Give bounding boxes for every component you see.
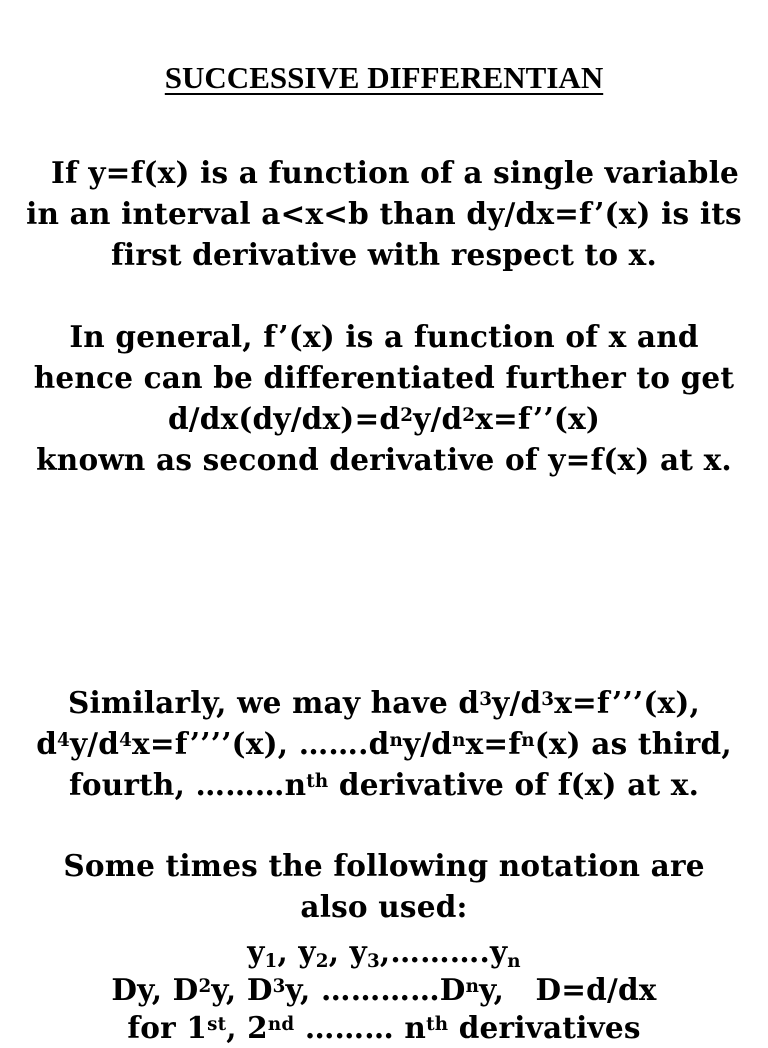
text-run: ,……….y: [379, 934, 508, 969]
superscript: n: [452, 729, 466, 751]
text-run: y/d: [492, 685, 542, 720]
text-run: x=f’’’’(x), …….d: [132, 726, 390, 761]
para4-line1: Some times the following notation are: [63, 848, 705, 883]
text-run: x=f’’(x): [475, 401, 601, 436]
subscript: 1: [264, 951, 278, 973]
text-run: Similarly, we may have d: [68, 685, 480, 720]
superscript: nd: [267, 1013, 295, 1035]
superscript: 3: [272, 975, 286, 997]
superscript: 3: [479, 688, 493, 710]
superscript: 3: [541, 688, 555, 710]
superscript: 2: [400, 404, 414, 426]
para2-line4: known as second derivative of y=f(x) at x.: [36, 442, 732, 477]
para4-line5: [0, 1008, 768, 1048]
superscript: n: [465, 975, 480, 997]
text-run: y, D=d/dx: [479, 972, 657, 1007]
superscript: th: [426, 1013, 449, 1035]
text-run: y/d: [413, 401, 463, 436]
superscript: n: [521, 729, 535, 751]
para1-line2: in an interval a<x<b than dy/dx=f’(x) is its: [26, 196, 742, 231]
text-run: for 1: [127, 1010, 208, 1045]
text-run: y: [247, 934, 265, 969]
superscript: th: [306, 770, 329, 792]
para1-line1: If y=f(x) is a function of a single variable: [50, 155, 739, 190]
text-run: derivatives: [448, 1010, 641, 1045]
text-run: x=f’’’(x),: [554, 685, 700, 720]
subscript: 2: [315, 951, 329, 973]
text-run: , y: [277, 934, 316, 969]
para4-line4: [0, 970, 768, 1010]
text-run: ……… n: [294, 1010, 427, 1045]
text-run: y, D: [211, 972, 273, 1007]
text-run: d: [36, 726, 58, 761]
text-run: derivative of f(x) at x.: [328, 767, 700, 802]
para4-line2: also used:: [300, 889, 468, 924]
para3-line3: [0, 765, 768, 805]
superscript: 4: [57, 729, 70, 751]
superscript: 2: [462, 404, 476, 426]
text-run: Dy, D: [111, 972, 199, 1007]
text-run: , 2: [226, 1010, 268, 1045]
superscript: 4: [119, 729, 133, 751]
text-run: x=f: [465, 726, 522, 761]
para3-line2: [0, 724, 768, 764]
para4-line3: [0, 932, 768, 972]
superscript: n: [389, 729, 403, 751]
subscript: n: [507, 951, 521, 973]
superscript: st: [207, 1013, 227, 1035]
para2-line3: [0, 399, 768, 439]
text-run: (x) as third,: [534, 726, 732, 761]
text-run: y/d: [69, 726, 120, 761]
para1-line3: first derivative with respect to x.: [111, 237, 657, 272]
subscript: 3: [366, 951, 380, 973]
para3-line1: [0, 683, 768, 723]
page-title: [0, 58, 768, 98]
title-text: SUCCESSIVE DIFFERENTIAN: [164, 60, 604, 95]
para2-line1: In general, f’(x) is a function of x and: [69, 319, 699, 354]
para2-line2: hence can be differentiated further to get: [33, 360, 735, 395]
text-run: y, …………D: [285, 972, 466, 1007]
superscript: 2: [198, 975, 212, 997]
text-run: fourth, ………n: [68, 767, 307, 802]
text-run: d/dx(dy/dx)=d: [167, 401, 401, 436]
text-run: , y: [328, 934, 367, 969]
text-run: y/d: [402, 726, 453, 761]
